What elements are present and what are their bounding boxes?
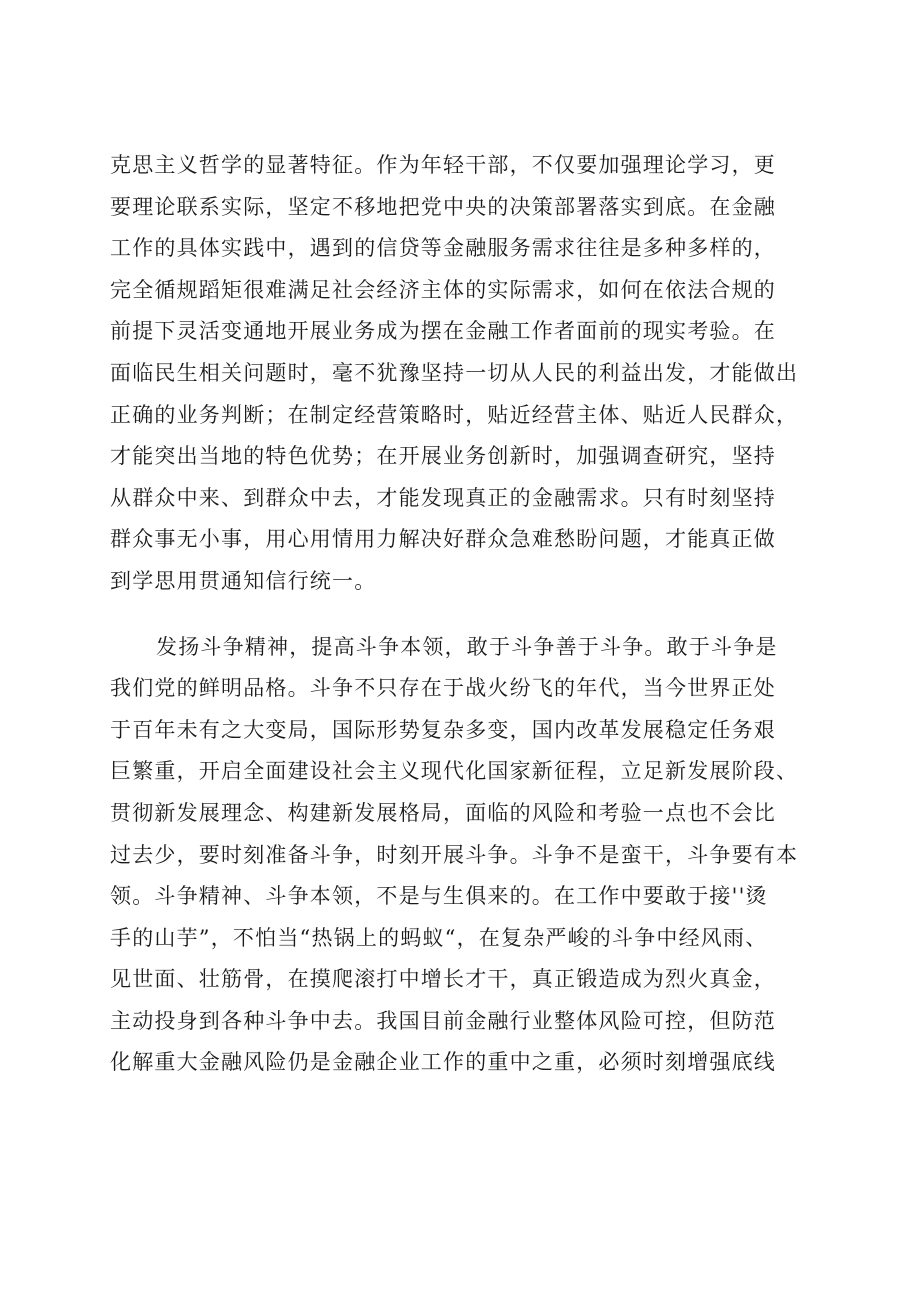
text-line: 过去少，要时刻准备斗争，时刻开展斗争。斗争不是蛮干，斗争要有本 <box>110 842 799 867</box>
text-line: 正确的业务判断；在制定经营策略时，贴近经营主体、贴近人民群众， <box>110 402 799 427</box>
text-line: 要理论联系实际，坚定不移地把党中央的决策部署落实到底。在金融 <box>110 194 776 219</box>
text-line: 克思主义哲学的显著特征。作为年轻干部，不仅要加强理论学习，更 <box>110 153 776 177</box>
text-line: 化解重大金融风险仍是金融企业工作的重中之重，必须时刻增强底线 <box>110 1050 776 1075</box>
text-line: 前提下灵活变通地开展业务成为摆在金融工作者面前的现实考验。在 <box>110 319 776 344</box>
text-line: 贯彻新发展理念、构建新发展格局，面临的风险和考验一点也不会比 <box>110 800 776 825</box>
text-line: 从群众中来、到群众中去，才能发现真正的金融需求。只有时刻坚持 <box>110 485 776 510</box>
text-line: 我们党的鲜明品格。斗争不只存在于战火纷飞的年代，当今世界正处 <box>110 676 776 701</box>
text-line: 见世面、壮筋骨，在摸爬滚打中增长才干，真正锻造成为烈火真金， <box>110 967 776 992</box>
text-line: 于百年未有之大变局，国际形势复杂多变，国内改革发展稳定任务艰 <box>110 717 776 742</box>
paragraph-1 <box>110 145 822 603</box>
text-line: 面临民生相关问题时，毫不犹豫坚持一切从人民的利益出发，才能做出 <box>110 360 799 385</box>
paragraph-2 <box>110 627 822 1085</box>
text-line: 巨繁重，开启全面建设社会主义现代化国家新征程，立足新发展阶段、 <box>110 759 799 784</box>
text-line: 才能突出当地的特色优势；在开展业务创新时，加强调查研究，坚持 <box>110 444 776 469</box>
document-body <box>110 145 822 1084</box>
text-line: 群众事无小事，用心用情用力解决好群众急难愁盼问题，才能真正做 <box>110 527 776 552</box>
text-line: 手的山芋”，不怕当“热锅上的蚂蚁“，在复杂严峻的斗争中经风雨、 <box>110 925 768 950</box>
text-line: 发扬斗争精神，提高斗争本领，敢于斗争善于斗争。敢于斗争是 <box>156 634 778 659</box>
text-line: 主动投身到各种斗争中去。我国目前金融行业整体风险可控，但防范 <box>110 1008 776 1033</box>
text-line: 工作的具体实践中，遇到的信贷等金融服务需求往往是多种多样的， <box>110 236 776 261</box>
text-line: 到学思用贯通知信行统一。 <box>110 568 377 593</box>
paragraph-gap <box>110 603 822 627</box>
text-line: 领。斗争精神、斗争本领，不是与生俱来的。在工作中要敢于接''烫 <box>110 884 768 909</box>
text-line: 完全循规蹈矩很难满足社会经济主体的实际需求，如何在依法合规的 <box>110 277 776 302</box>
